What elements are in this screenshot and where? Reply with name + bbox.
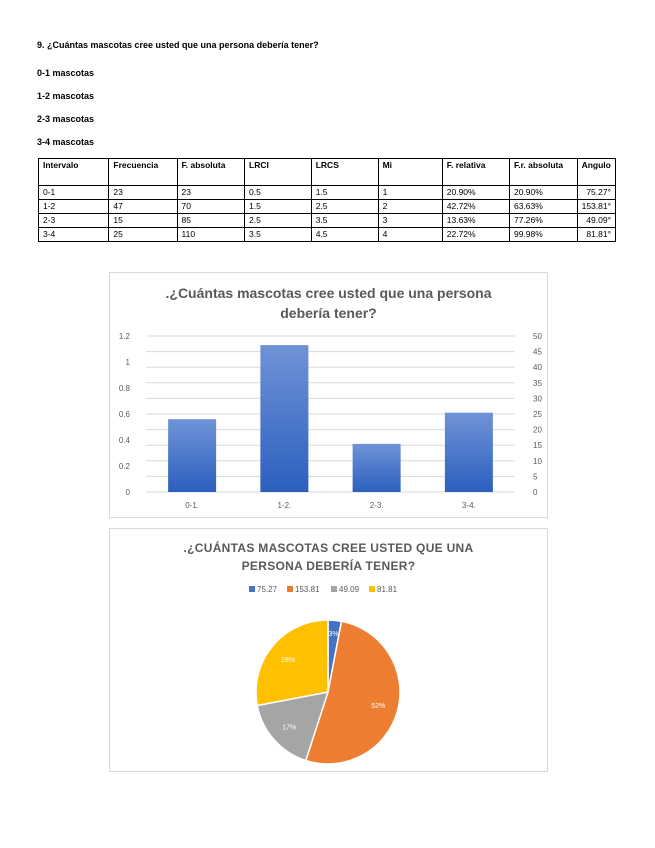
pie-data-label: 3% [328,631,339,639]
pie-chart [110,529,547,771]
cell: 85 [177,214,245,228]
y2-tick-label: 10 [533,456,542,466]
pie-data-label: 17% [282,724,297,732]
y2-tick-label: 20 [533,425,542,435]
y-tick-label: 1.2 [118,332,130,341]
option-3-4: 3-4 mascotas [37,137,95,147]
legend-swatch [369,586,375,592]
y2-tick-label: 30 [533,394,542,404]
cell: 70 [177,200,245,214]
question-title: 9. ¿Cuántas mascotas cree usted que una persona debería tener? [37,40,319,50]
cell: 4 [378,228,442,242]
frequency-table [38,158,616,242]
cell: 20.90% [442,186,509,200]
pie-chart-title-line-2: PERSONA DEBERÍA TENER? [241,559,416,573]
y-tick-label: 1 [125,358,130,367]
legend-label: 153.81 [295,585,320,594]
x-tick-label: 2-3. [369,501,384,510]
cell: 42.72% [442,200,509,214]
x-tick-label: 3-4. [461,501,476,510]
cell: 3 [378,214,442,228]
cell: 3.5 [311,214,378,228]
bar [445,413,493,492]
y2-tick-label: 25 [533,410,542,419]
y2-tick-label: 45 [533,347,542,357]
cell: 2-3 [39,214,109,228]
y2-tick-label: 0 [533,488,538,497]
cell: 23 [177,186,245,200]
bar-chart [110,273,547,517]
cell: 3.5 [245,228,312,242]
cell: 15 [109,214,177,228]
bar-chart-title-line-1: .¿Cuántas mascotas cree usted que una persona [165,285,492,301]
bar [260,345,308,492]
cell: 2 [378,200,442,214]
cell: 2.5 [245,214,312,228]
y-tick-label: 0.8 [118,384,130,393]
y2-tick-label: 35 [533,378,542,388]
header-f-absoluta: F. absoluta [177,159,245,186]
cell: 1.5 [245,200,312,214]
cell: 23 [109,186,177,200]
header-frecuencia: Frecuencia [109,159,177,186]
cell: 75.27° [577,186,615,200]
y-tick-label: 0.2 [118,462,130,471]
header-angulo: Angulo [577,159,615,186]
y2-tick-label: 50 [533,332,542,341]
cell: 99.98% [509,228,577,242]
bar-chart-panel [109,272,548,518]
cell: 0-1 [39,186,109,200]
y2-tick-label: 5 [533,472,538,482]
cell: 47 [109,200,177,214]
cell: 25 [109,228,177,242]
cell: 0.5 [245,186,312,200]
cell: 110 [177,228,245,242]
cell: 22.72% [442,228,509,242]
cell: 1-2 [39,200,109,214]
cell: 49.09° [577,214,615,228]
pie-data-label: 28% [281,656,296,664]
bar-chart-title-line-2: debería tener? [280,305,377,321]
table-row [39,186,616,200]
legend-swatch [287,586,293,592]
cell: 1 [378,186,442,200]
legend-swatch [331,586,337,592]
pie-chart-panel [109,528,548,772]
cell: 77.26% [509,214,577,228]
table-header-row [39,159,616,186]
cell: 3-4 [39,228,109,242]
y-tick-label: 0.4 [118,436,130,445]
table-row [39,228,616,242]
legend-label: 81.81 [377,585,398,594]
bar [168,419,216,492]
x-tick-label: 1-2. [277,501,292,510]
cell: 81.81° [577,228,615,242]
header-mi: Mi [378,159,442,186]
legend-label: 75.27 [257,585,278,594]
table-row [39,200,616,214]
header-intervalo: Intervalo [39,159,109,186]
x-tick-label: 0-1. [185,501,200,510]
cell: 153.81° [577,200,615,214]
header-f-relativa: F. relativa [442,159,509,186]
cell: 13.63% [442,214,509,228]
option-0-1: 0-1 mascotas [37,68,95,78]
bar [353,444,401,492]
option-1-2: 1-2 mascotas [37,91,95,101]
y2-tick-label: 40 [533,363,542,373]
cell: 2.5 [311,200,378,214]
y-tick-label: 0 [125,488,130,497]
pie-data-label: 52% [371,702,386,710]
table-row [39,214,616,228]
y-tick-label: 0.6 [118,410,130,419]
cell: 4.5 [311,228,378,242]
pie-chart-title-line-1: .¿CUÁNTAS MASCOTAS CREE USTED QUE UNA [183,541,474,555]
y2-tick-label: 15 [533,441,542,451]
header-fr-absoluta: F.r. absoluta [509,159,577,186]
option-2-3: 2-3 mascotas [37,114,95,124]
legend-label: 49.09 [339,585,360,594]
cell: 20.90% [509,186,577,200]
header-lrci: LRCI [245,159,312,186]
cell: 63.63% [509,200,577,214]
legend-swatch [249,586,255,592]
cell: 1.5 [311,186,378,200]
header-lrcs: LRCS [311,159,378,186]
